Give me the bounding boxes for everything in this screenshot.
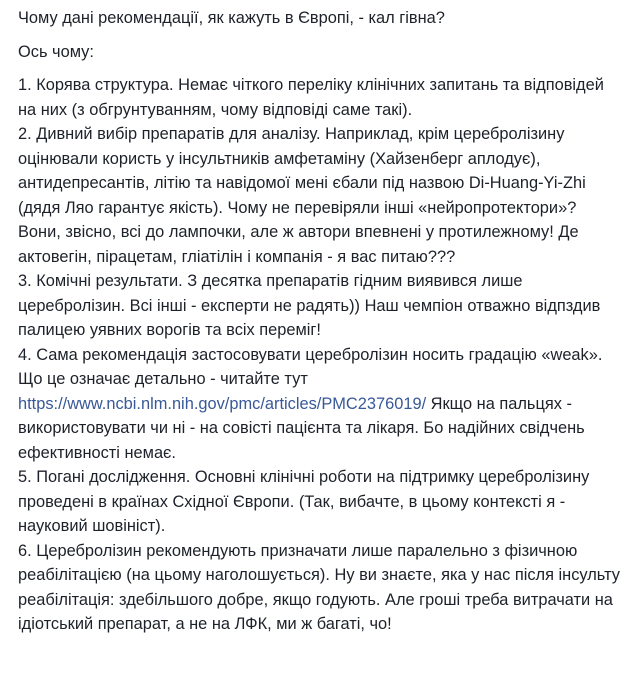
list-item-4 xyxy=(18,343,620,466)
post-title: Чому дані рекомендації, як кажуть в Європі, - кал гівна? xyxy=(18,9,445,27)
list-item-1: 1. Корява структура. Немає чіткого переліку клінічних запитань та відповідей на них (з обгрунтуванням, чому відповіді саме такі). xyxy=(18,76,604,119)
list-item-4-text-before: 4. Сама рекомендація застосовувати церебролізин носить градацію «weak». Що це означає детально - читайте тут xyxy=(18,345,603,388)
post-body xyxy=(18,6,620,637)
list-item-4-text-after: Якщо на пальцях - використовувати чи ні - на совісті пацієнта та лікаря. Бо надійних свідчень ефективності немає. xyxy=(18,394,585,462)
list-item-6: 6. Церебролізин рекомендують призначати лише паралельно з фізичною реабілітацією (на цьому наголошується). Ну ви знаєте, яка у нас після інсульту реабілітація: здебільшого добре, якщо годують. Але гроші треба витрачати на ідіотський препарат, а не на ЛФК, ми ж багаті, чо! xyxy=(18,541,620,633)
post-intro: Ось чому: xyxy=(18,42,94,61)
list-item-2: 2. Дивний вибір препаратів для аналізу. Наприклад, крім церебролізину оцінювали користь у інсультників амфетаміну (Хайзенберг аплодує), антидепресантів, літію та навідомої мені єбали під назвою Di-Huang-Yi-Zhi (дядя Ляо гарантує якість). Чому не перевіряли інші «нейропротектори»? Вони, звісно, всі до лампочки, але ж автори впевнені у протилежному! Де актовегін, пірацетам, гліатілін і компанія - я вас питаю??? xyxy=(18,125,586,266)
pmc-article-link[interactable]: https://www.ncbi.nlm.nih.gov/pmc/articles/PMC2376019/ xyxy=(18,394,427,413)
list-item-5: 5. Погані дослідження. Основні клінічні роботи на підтримку церебролізину проведені в країнах Східної Європи. (Так, вибачте, в цьому контексті я - науковий шовініст). xyxy=(18,468,590,535)
list-item-3: 3. Комічні результати. З десятка препаратів гідним виявився лише церебролізин. Всі інші - експерти не радять)) Наш чемпіон отважно відпздив палицею уявних ворогів та всіх переміг! xyxy=(18,272,601,339)
